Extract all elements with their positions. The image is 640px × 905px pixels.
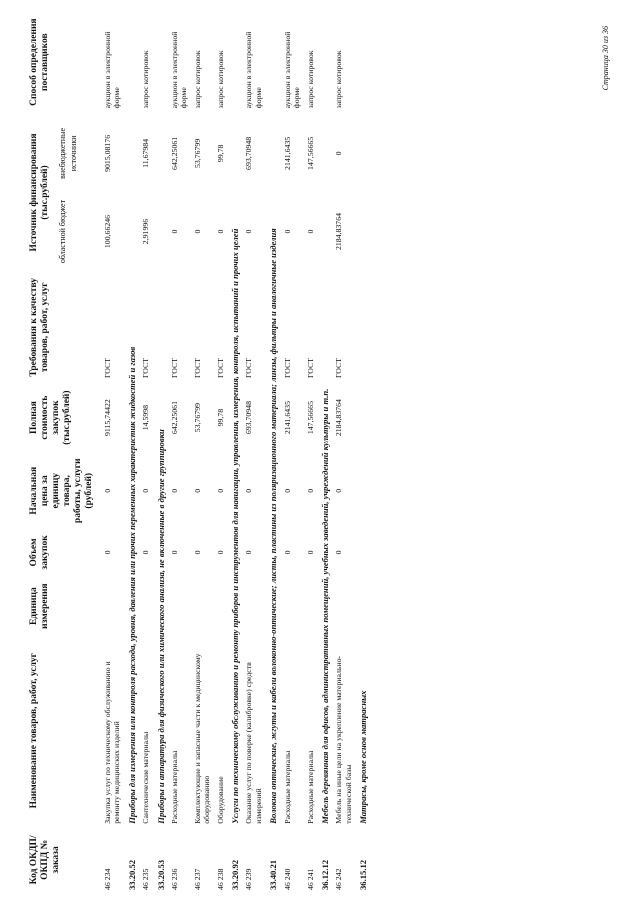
cell-unit xyxy=(139,578,152,635)
cell-code: 46 242 xyxy=(334,868,344,890)
section-title: Волокна оптические, жгуты и кабели волоконно-оптические; листы, пластины из поляризационного материала; линзы, фильтры и аналогичные изделия xyxy=(268,228,279,824)
cell-method: аукцион в электронной форме xyxy=(103,31,122,109)
cell-price: 0 xyxy=(244,488,254,493)
cell-unit xyxy=(191,578,214,635)
table-row xyxy=(332,13,355,893)
cell-requirements: ГОСТ xyxy=(244,358,254,379)
section-row xyxy=(153,13,168,893)
cell-requirements: ГОСТ xyxy=(192,358,202,379)
table-row xyxy=(281,13,304,893)
cell-source xyxy=(242,111,265,273)
table-row xyxy=(168,13,191,893)
table-row xyxy=(101,13,124,893)
cell-extra: 99,78 xyxy=(215,144,225,163)
section-title: Мебель деревянная для офисов, административных помещений, учебных заведений, учреждений культуры и т.п. xyxy=(319,388,330,824)
cell-volume: 0 xyxy=(282,550,292,555)
cell-volume: 0 xyxy=(244,550,254,555)
cell-source xyxy=(281,111,304,273)
cell-name: Расходные материалы xyxy=(282,750,292,824)
col-method: Способ определения поставщиков xyxy=(29,18,50,106)
cell-unit xyxy=(304,578,317,635)
section-title: Матрасы, кроме основ матрасных xyxy=(358,690,369,824)
cell-extra: 9015,08176 xyxy=(103,134,112,172)
cell-extra: 693,70948 xyxy=(244,136,254,170)
cell-unit xyxy=(214,578,227,635)
cell-regional: 100,66246 xyxy=(103,214,112,249)
cell-extra: 0 xyxy=(334,151,344,156)
page-footer: Страница 30 из 36 xyxy=(601,26,610,91)
table-row xyxy=(304,13,317,893)
cell-name: Расходные материалы xyxy=(305,750,315,824)
col-name: Наименование товаров, работ, услуг xyxy=(29,653,39,809)
cell-volume: 0 xyxy=(192,550,202,555)
section-code: 33.40.21 xyxy=(268,859,279,890)
cell-requirements: ГОСТ xyxy=(141,358,151,379)
section-row xyxy=(124,13,139,893)
cell-total: 53,76799 xyxy=(192,402,202,433)
cell-requirements: ГОСТ xyxy=(334,358,344,379)
table-row xyxy=(214,13,227,893)
cell-unit xyxy=(281,578,304,635)
cell-total: 14,5998 xyxy=(141,404,151,431)
cell-code: 46 236 xyxy=(170,868,180,890)
cell-regional: 2184,83764 xyxy=(334,213,344,251)
cell-extra: 53,76799 xyxy=(192,138,202,169)
cell-requirements: ГОСТ xyxy=(282,358,292,379)
col-unit: Единица измерения xyxy=(29,583,50,629)
cell-source xyxy=(101,111,124,273)
cell-volume: 0 xyxy=(170,550,180,555)
cell-requirements: ГОСТ xyxy=(305,358,315,379)
cell-volume: 0 xyxy=(334,550,344,555)
cell-total: 693,70948 xyxy=(244,401,254,435)
cell-price: 0 xyxy=(215,488,225,493)
col-requirements: Требования к качеству товаров, работ, услуг xyxy=(29,277,50,377)
cell-regional: 2,91996 xyxy=(141,218,151,245)
col-volume: Объем закупок xyxy=(29,535,50,570)
cell-regional: 0 xyxy=(170,229,180,234)
cell-extra: 147,56665 xyxy=(305,136,315,170)
cell-method: запрос котировок xyxy=(334,50,344,109)
procurement-table xyxy=(26,13,371,893)
cell-code: 46 237 xyxy=(192,868,202,890)
cell-total: 99,78 xyxy=(215,408,225,427)
cell-unit xyxy=(101,578,124,635)
cell-price: 0 xyxy=(192,488,202,493)
cell-price: 0 xyxy=(103,488,112,493)
cell-source xyxy=(168,111,191,273)
cell-name: Оказание услуг по поверке (калибровке) средств измерений xyxy=(244,662,263,824)
cell-method: аукцион в электронной форме xyxy=(282,31,302,109)
cell-unit xyxy=(242,578,265,635)
cell-name: Расходные материалы xyxy=(170,750,180,824)
cell-code: 46 241 xyxy=(305,868,315,890)
cell-total: 147,56665 xyxy=(305,401,315,435)
cell-code: 46 240 xyxy=(282,868,292,890)
cell-price: 0 xyxy=(334,488,344,493)
section-row xyxy=(227,13,242,893)
col-total: Полная стоимость закупок (тыс.рублей) xyxy=(29,390,72,445)
cell-requirements: ГОСТ xyxy=(170,358,180,379)
cell-regional: 0 xyxy=(244,229,254,234)
cell-code: 46 234 xyxy=(103,868,112,890)
cell-method: запрос котировок xyxy=(192,50,202,109)
cell-code: 46 239 xyxy=(244,868,254,890)
table-row xyxy=(139,13,152,893)
cell-source xyxy=(214,111,227,273)
cell-price: 0 xyxy=(141,488,151,493)
cell-total: 9115,74422 xyxy=(103,399,112,436)
section-title: Услуги по техническому обслуживанию и ремонту приборов и инструментов для навигации, управления, измерения, контроля, испытаний и прочих целей xyxy=(230,228,241,824)
section-row xyxy=(265,13,280,893)
cell-regional: 0 xyxy=(282,229,292,234)
section-code: 36.12.12 xyxy=(319,859,330,890)
cell-name: Комплектующие и запасные части к медицинскому оборудованию xyxy=(192,653,212,824)
section-row xyxy=(355,13,370,893)
cell-extra: 642,25061 xyxy=(170,136,180,170)
cell-unit xyxy=(168,578,191,635)
section-title: Приборы для измерения или контроля расхода, уровня, давления или прочих переменных характеристик жидкостей и газов xyxy=(126,346,137,824)
cell-regional: 0 xyxy=(192,229,202,234)
cell-price: 0 xyxy=(305,488,315,493)
cell-source xyxy=(191,111,214,273)
cell-method: запрос котировок xyxy=(305,50,315,109)
table-row xyxy=(191,13,214,893)
cell-method: запрос котировок xyxy=(141,50,151,109)
section-code: 36.15.12 xyxy=(358,859,369,890)
cell-source xyxy=(139,111,152,273)
cell-method: аукцион в электронной форме xyxy=(244,31,263,109)
cell-name: Мебель на иные цели на укрепление материально-технической базы xyxy=(334,655,353,824)
table-body xyxy=(101,13,371,893)
cell-requirements: ГОСТ xyxy=(103,358,112,379)
section-row xyxy=(317,13,332,893)
cell-code: 46 235 xyxy=(141,868,151,890)
cell-price: 0 xyxy=(282,488,292,493)
cell-extra: 2141,6435 xyxy=(282,136,292,170)
cell-code: 46 238 xyxy=(215,868,225,890)
cell-name: Сантехнические материалы xyxy=(141,731,151,824)
cell-extra: 11,67984 xyxy=(141,138,151,168)
cell-volume: 0 xyxy=(215,550,225,555)
cell-method: аукцион в электронной форме xyxy=(170,31,189,109)
cell-source xyxy=(332,111,355,273)
col-start-price: Начальная цена за единицу товара, работы, услуги (рублей) xyxy=(29,458,94,524)
table-row xyxy=(242,13,265,893)
cell-price: 0 xyxy=(170,488,180,493)
cell-method: запрос котировок xyxy=(215,50,225,109)
col-source-extra: внебюджетные источники xyxy=(58,127,78,179)
cell-volume: 0 xyxy=(141,550,151,555)
cell-volume: 0 xyxy=(305,550,315,555)
col-code: Код ОКДП/ ОКПД № заказа xyxy=(29,835,61,885)
cell-name: Закупка услуг по техническому обслуживанию и ремонту медицинских изделий xyxy=(103,661,122,824)
section-code: 33.20.53 xyxy=(155,859,166,890)
col-source-title: Источник финансирования (тыс.рублей) xyxy=(29,133,50,252)
cell-unit xyxy=(332,578,355,635)
col-source-regional: областной бюджет xyxy=(58,199,67,264)
header-row xyxy=(26,13,101,893)
section-title: Приборы и аппаратура для физического или химического анализа, не включенные в другие группировки xyxy=(155,429,166,824)
cell-regional: 0 xyxy=(305,229,315,234)
cell-total: 2141,6435 xyxy=(282,401,292,435)
cell-total: 2184,83764 xyxy=(334,399,344,437)
cell-requirements: ГОСТ xyxy=(215,358,225,379)
cell-name: Оборудование xyxy=(215,776,225,824)
section-code: 33.20.52 xyxy=(126,859,137,890)
cell-volume: 0 xyxy=(103,550,112,555)
section-code: 33.20.92 xyxy=(230,859,241,890)
cell-source xyxy=(304,111,317,273)
col-source xyxy=(26,111,101,273)
cell-total: 642,25061 xyxy=(170,401,180,435)
cell-regional: 0 xyxy=(215,229,225,234)
